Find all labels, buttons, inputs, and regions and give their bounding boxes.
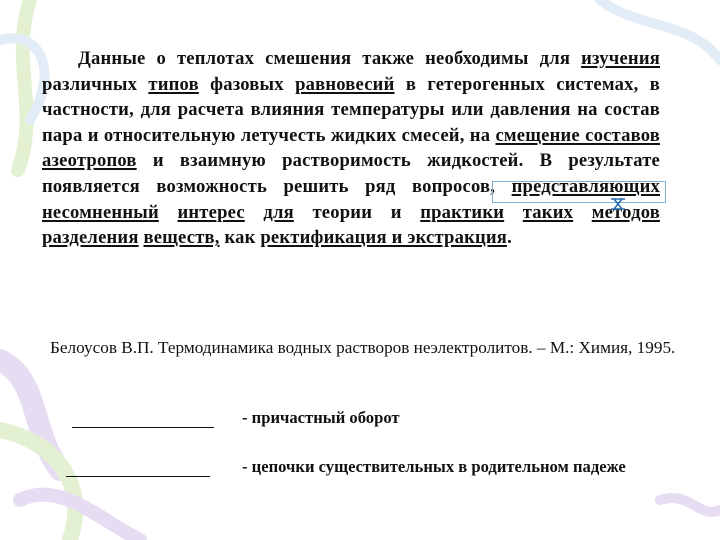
underlined-word: несомненный <box>42 201 159 223</box>
underlined-word: интерес <box>177 201 245 223</box>
underlined-word: практики <box>420 201 505 223</box>
paragraph-text: теории и <box>293 201 421 223</box>
paragraph-text: в гетерогенных системах, в частности, для расчета влияния температуры или давления на состав пара и относительную летучесть жидких смесей, на <box>42 73 661 146</box>
legend-label: - причастный оборот <box>242 408 400 427</box>
paragraph-text: фазовых <box>198 73 296 95</box>
underlined-word: представляющих <box>511 175 660 197</box>
underlined-word: методов <box>591 201 660 223</box>
paragraph-text: появляется возможность решить ряд вопросов, <box>42 175 512 197</box>
paragraph-text: и взаимную растворимость жидкостей. <box>136 150 540 172</box>
paragraph-space <box>159 202 178 223</box>
reference-citation <box>20 336 708 359</box>
legend-underline-sample <box>66 476 210 477</box>
paragraph-space <box>504 202 523 223</box>
underlined-word: для <box>263 201 294 223</box>
paragraph-text: различных <box>42 73 149 95</box>
underlined-word: равновесий <box>295 73 395 95</box>
legend-label: - цепочки существительных в родительном падеже <box>242 457 626 476</box>
underlined-phrase: ректификация и экстракция <box>260 227 508 249</box>
paragraph-space <box>573 202 592 223</box>
legend-item-participle <box>0 406 720 432</box>
legend-underline-sample <box>72 427 214 428</box>
reference-text: Белоусов В.П. Термодинамика водных растворов неэлектролитов. – М.: Химия, 1995. <box>50 338 676 357</box>
selection-highlight-box <box>492 181 666 203</box>
underlined-word: разделения <box>42 227 139 249</box>
paragraph-space <box>245 202 264 223</box>
underlined-word: типов <box>148 73 199 95</box>
highlighted-phrase: В результате <box>539 150 661 172</box>
underlined-phrase: смещение составов азеотропов <box>42 124 660 172</box>
text-cursor-icon <box>609 197 627 211</box>
main-paragraph <box>42 46 660 251</box>
paragraph-text: как <box>219 227 261 249</box>
legend-item-genitive-chain <box>0 455 720 481</box>
underlined-word: таких <box>522 201 574 223</box>
paragraph-text: . <box>507 227 512 249</box>
paragraph-text: Данные о теплотах смешения также необходимы для <box>78 48 582 69</box>
underlined-word: изучения <box>581 48 660 69</box>
underlined-word: веществ, <box>143 227 220 249</box>
